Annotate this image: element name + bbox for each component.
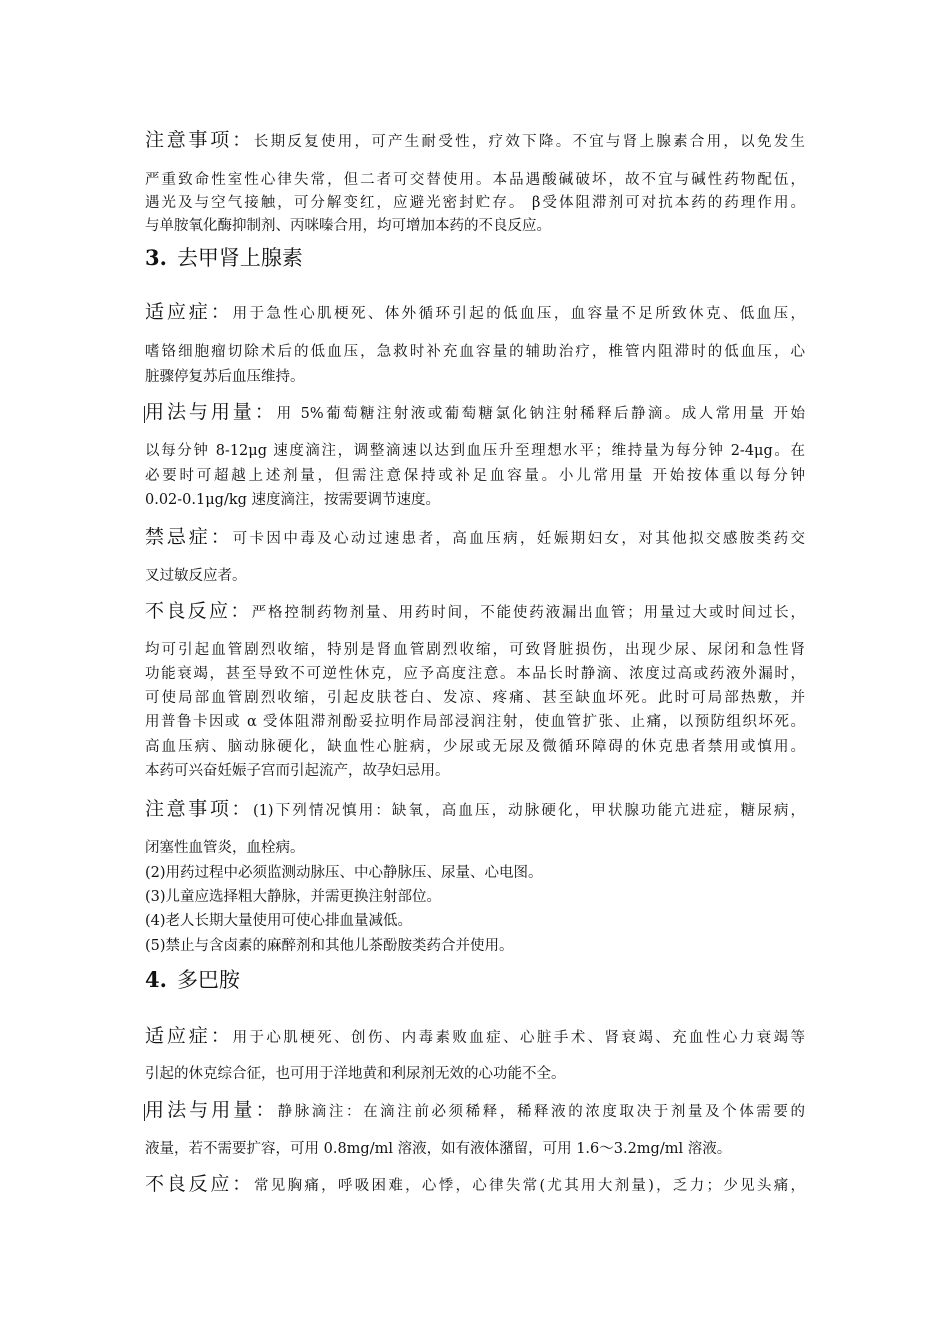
dosage-label: 用法与用量： [145,1099,278,1121]
text-line: 嗜铬细胞瘤切除术后的低血压，急救时补充血容量的辅助治疗，椎管内阻滞时的低血压，心 [145,344,805,360]
text-line: 与单胺氧化酶抑制剂、丙咪嗪合用，均可增加本药的不良反应。 [145,218,551,234]
section-number: 3. [145,245,167,270]
indications-text: 用于心肌梗死、创伤、内毒素败血症、心脏手术、肾衰竭、充血性心力衰竭等 [232,1030,805,1046]
notes-label: 注意事项： [145,129,254,151]
indications-first-line [145,1026,805,1048]
text-line: 液量，若不需要扩容，可用 0.8mg/ml 溶液，如有液体潴留，可用 1.6～3.2mg/ml 溶液。 [145,1141,732,1157]
section-heading-3 [145,244,303,272]
adverse-first-line [145,601,805,623]
text-line: 必要时可超越上述剂量，但需注意保持或补足血容量。小儿常用量 开始按体重以每分钟 [145,468,805,484]
text-line: (2)用药过程中必须监测动脉压、中心静脉压、尿量、心电图。 [145,865,543,881]
section-number: 4. [145,967,167,992]
text-line: 均可引起血管剧烈收缩，特别是肾血管剧烈收缩，可致肾脏损伤，出现少尿、尿闭和急性肾 [145,642,805,658]
indications-text: 用于急性心肌梗死、体外循环引起的低血压，血容量不足所致休克、低血压， [232,306,805,322]
notes-text: (1)下列情况慎用：缺氧，高血压，动脉硬化，甲状腺功能亢进症，糖尿病， [253,803,805,819]
text-line: 引起的休克综合征，也可用于洋地黄和利尿剂无效的心功能不全。 [145,1066,566,1082]
text-line: 以每分钟 8-12μg 速度滴注，调整滴速以达到血压升至理想水平；维持量为每分钟 2-4μg。在 [145,443,805,459]
adverse-label: 不良反应： [145,600,252,622]
contraindications-first-line [145,527,805,549]
contraindications-text: 可卡因中毒及心动过速患者，高血压病，妊娠期妇女，对其他拟交感胺类药交 [232,531,805,547]
text-line: (4)老人长期大量使用可使心排血量减低。 [145,913,413,929]
text-line: 脏骤停复苏后血压维持。 [145,369,305,385]
text-line: 高血压病、脑动脉硬化，缺血性心脏病，少尿或无尿及微循环障碍的休克患者禁用或慎用。 [145,739,805,755]
indications-label: 适应症： [145,1025,233,1047]
text-line: 功能衰竭，甚至导致不可逆性休克，应予高度注意。本品长时静滴、浓度过高或药液外漏时， [145,666,805,682]
notes-first-line [145,799,805,821]
text-line: 遇光及与空气接触，可分解变红，应避光密封贮存。 β受体阻滞剂可对抗本药的药理作用。 [145,195,805,211]
text-line: 用普鲁卡因或 α 受体阻滞剂酚妥拉明作局部浸润注射，使血管扩张、止痛，以预防组织坏死。 [145,714,805,730]
text-line: 叉过敏反应者。 [145,568,247,584]
text-line: 严重致命性室性心律失常，但二者可交替使用。本品遇酸碱破坏，故不宜与碱性药物配伍， [145,172,805,188]
text-line: 闭塞性血管炎，血栓病。 [145,840,305,856]
text-line: (3)儿童应选择粗大静脉，并需更换注射部位。 [145,889,442,905]
indications-label: 适应症： [145,301,233,323]
dosage-text: 用 5%葡萄糖注射液或葡萄糖氯化钠注射稀释后静滴。成人常用量 开始 [276,406,805,422]
adverse-label: 不良反应： [145,1173,254,1195]
text-line: 可使局部血管剧烈收缩，引起皮肤苍白、发凉、疼痛、甚至缺血坏死。此时可局部热敷，并 [145,690,805,706]
dosage-text: 静脉滴注：在滴注前必须稀释，稀释液的浓度取决于剂量及个体需要的 [277,1104,805,1120]
dosage-label: 用法与用量： [145,401,277,423]
text-line: (5)禁止与含卤素的麻醉剂和其他儿茶酚胺类药合并使用。 [145,938,514,954]
text-line: 本药可兴奋妊娠子宫而引起流产，故孕妇忌用。 [145,763,450,779]
section-heading-4 [145,966,240,994]
indications-first-line [145,302,805,324]
dosage-first-line [145,1100,805,1122]
section-title: 去甲肾上腺素 [176,246,303,270]
contraindications-label: 禁忌症： [145,526,233,548]
dosage-first-line [145,402,805,424]
notes-text: 长期反复使用，可产生耐受性，疗效下降。不宜与肾上腺素合用，以免发生 [253,134,805,150]
sec2-notes-first-line [145,130,805,152]
notes-label: 注意事项： [145,798,254,820]
adverse-text: 严格控制药物剂量、用药时间，不能使药液漏出血管；用量过大或时间过长， [251,605,805,621]
text-line: 0.02-0.1μg/kg 速度滴注，按需要调节速度。 [145,492,441,508]
section-title: 多巴胺 [176,968,240,992]
adverse-text: 常见胸痛，呼吸困难，心悸，心律失常(尤其用大剂量)，乏力；少见头痛， [253,1178,805,1194]
adverse-first-line [145,1174,805,1196]
